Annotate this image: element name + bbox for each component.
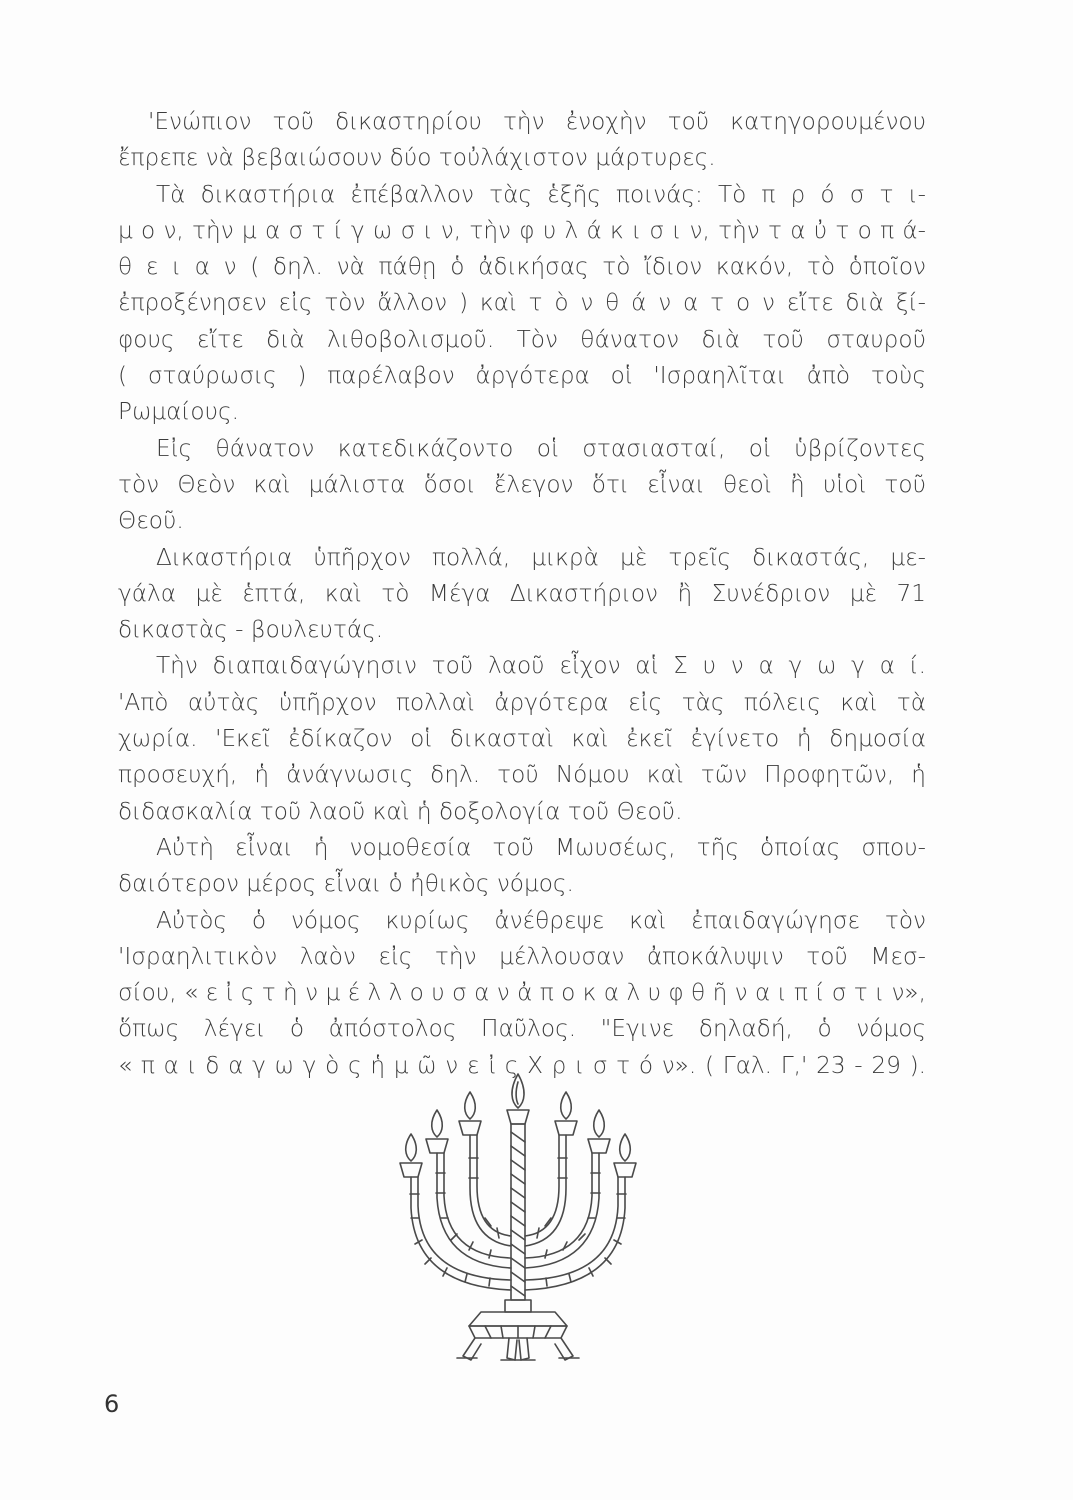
- text-line: 'Απὸ αὐτὰς ὑπῆρχον πολλαὶ ἀργότερα εἰς τὰς πόλεις καὶ τὰ: [118, 688, 926, 716]
- text-line: Αὐτὸς ὁ νόμος κυρίως ἀνέθρεψε καὶ ἐπαιδαγώγησε τὸν: [156, 906, 926, 934]
- text-line: μ ο ν, τὴν μ α σ τ ί γ ω σ ι ν, τὴν φ υ λ ά κ ι σ ι ν, τὴν τ α ὐ τ ο π ά-: [118, 216, 926, 244]
- text-line: θ ε ι α ν ( δηλ. νὰ πάθῃ ὁ ἀδικήσας τὸ ἴδιον κακόν, τὸ ὁποῖον: [118, 253, 926, 281]
- text-line: Τὴν διαπαιδαγώγησιν τοῦ λαοῦ εἶχον αἱ Σ υ ν α γ ω γ α ί.: [156, 652, 926, 680]
- text-line: 'Ενώπιον τοῦ δικαστηρίου τὴν ἐνοχὴν τοῦ κατηγορουμένου: [148, 108, 926, 135]
- text-line: ἔπρεπε νὰ βεβαιώσουν δύο τοὐλάχιστον μάρτυρες.: [118, 144, 716, 172]
- text-line: δικαστὰς - βουλευτάς.: [118, 616, 384, 644]
- text-line: 'Ισραηλιτικὸν λαὸν εἰς τὴν μέλλουσαν ἀποκάλυψιν τοῦ Μεσ-: [118, 942, 926, 970]
- text-line: ( σταύρωσις ) παρέλαβον ἀργότερα οἱ 'Ισραηλῖται ἀπὸ τοὺς: [118, 362, 926, 390]
- menorah-illustration: [385, 1068, 665, 1388]
- text-line: γάλα μὲ ἑπτά, καὶ τὸ Μέγα Δικαστήριον ἢ Συνέδριον μὲ 71: [118, 579, 926, 607]
- text-line: τὸν Θεὸν καὶ μάλιστα ὅσοι ἔλεγον ὅτι εἶναι θεοὶ ἢ υἱοὶ τοῦ: [118, 470, 926, 498]
- flame-icon: [512, 1074, 524, 1108]
- text-line: διδασκαλία τοῦ λαοῦ καὶ ἡ δοξολογία τοῦ Θεοῦ.: [118, 797, 683, 825]
- text-line: Αὐτὴ εἶναι ἡ νομοθεσία τοῦ Μωυσέως, τῆς ὁποίας σπου-: [156, 833, 926, 861]
- text-line: φους εἴτε διὰ λιθοβολισμοῦ. Τὸν θάνατον διὰ τοῦ σταυροῦ: [118, 325, 926, 353]
- text-line: προσευχή, ἡ ἀνάγνωσις δηλ. τοῦ Νόμου καὶ τῶν Προφητῶν, ἡ: [118, 761, 926, 789]
- text-line: Τὰ δικαστήρια ἐπέβαλλον τὰς ἑξῆς ποινάς: Τὸ π ρ ό σ τ ι-: [156, 180, 926, 208]
- body-text: [118, 104, 926, 1084]
- text-line: Ρωμαίους.: [118, 398, 239, 426]
- text-line: Εἰς θάνατον κατεδικάζοντο οἱ στασιασταί, οἱ ὑβρίζοντες: [156, 434, 926, 462]
- text-line: Δικαστήρια ὑπῆρχον πολλά, μικρὰ μὲ τρεῖς δικαστάς, με-: [156, 543, 926, 571]
- text-line: χωρία. 'Εκεῖ ἐδίκαζον οἱ δικασταὶ καὶ ἐκεῖ ἐγίνετο ἡ δημοσία: [118, 725, 926, 753]
- text-line: « π α ι δ α γ ω γ ὸ ς ἡ μ ῶ ν ε ἰ ς Χ ρ ι σ τ ό ν». ( Γαλ. Γ,' 23 - 29 ).: [118, 1051, 926, 1079]
- text-line: ὅπως λέγει ὁ ἀπόστολος Παῦλος. "Εγινε δηλαδή, ὁ νόμος: [118, 1015, 926, 1043]
- text-line: ἐπροξένησεν εἰς τὸν ἄλλον ) καὶ τ ὸ ν θ ά ν α τ ο ν εἴτε διὰ ξί-: [118, 289, 926, 317]
- page-number: 6: [104, 1390, 120, 1418]
- text-line: δαιότερον μέρος εἶναι ὁ ἠθικὸς νόμος.: [118, 870, 574, 898]
- text-line: Θεοῦ.: [118, 507, 184, 535]
- text-line: σίου, « ε ἰ ς τ ὴ ν μ έ λ λ ο υ σ α ν ἀ π ο κ α λ υ φ θ ῆ ν α ι π ί σ τ ι ν»,: [118, 979, 926, 1007]
